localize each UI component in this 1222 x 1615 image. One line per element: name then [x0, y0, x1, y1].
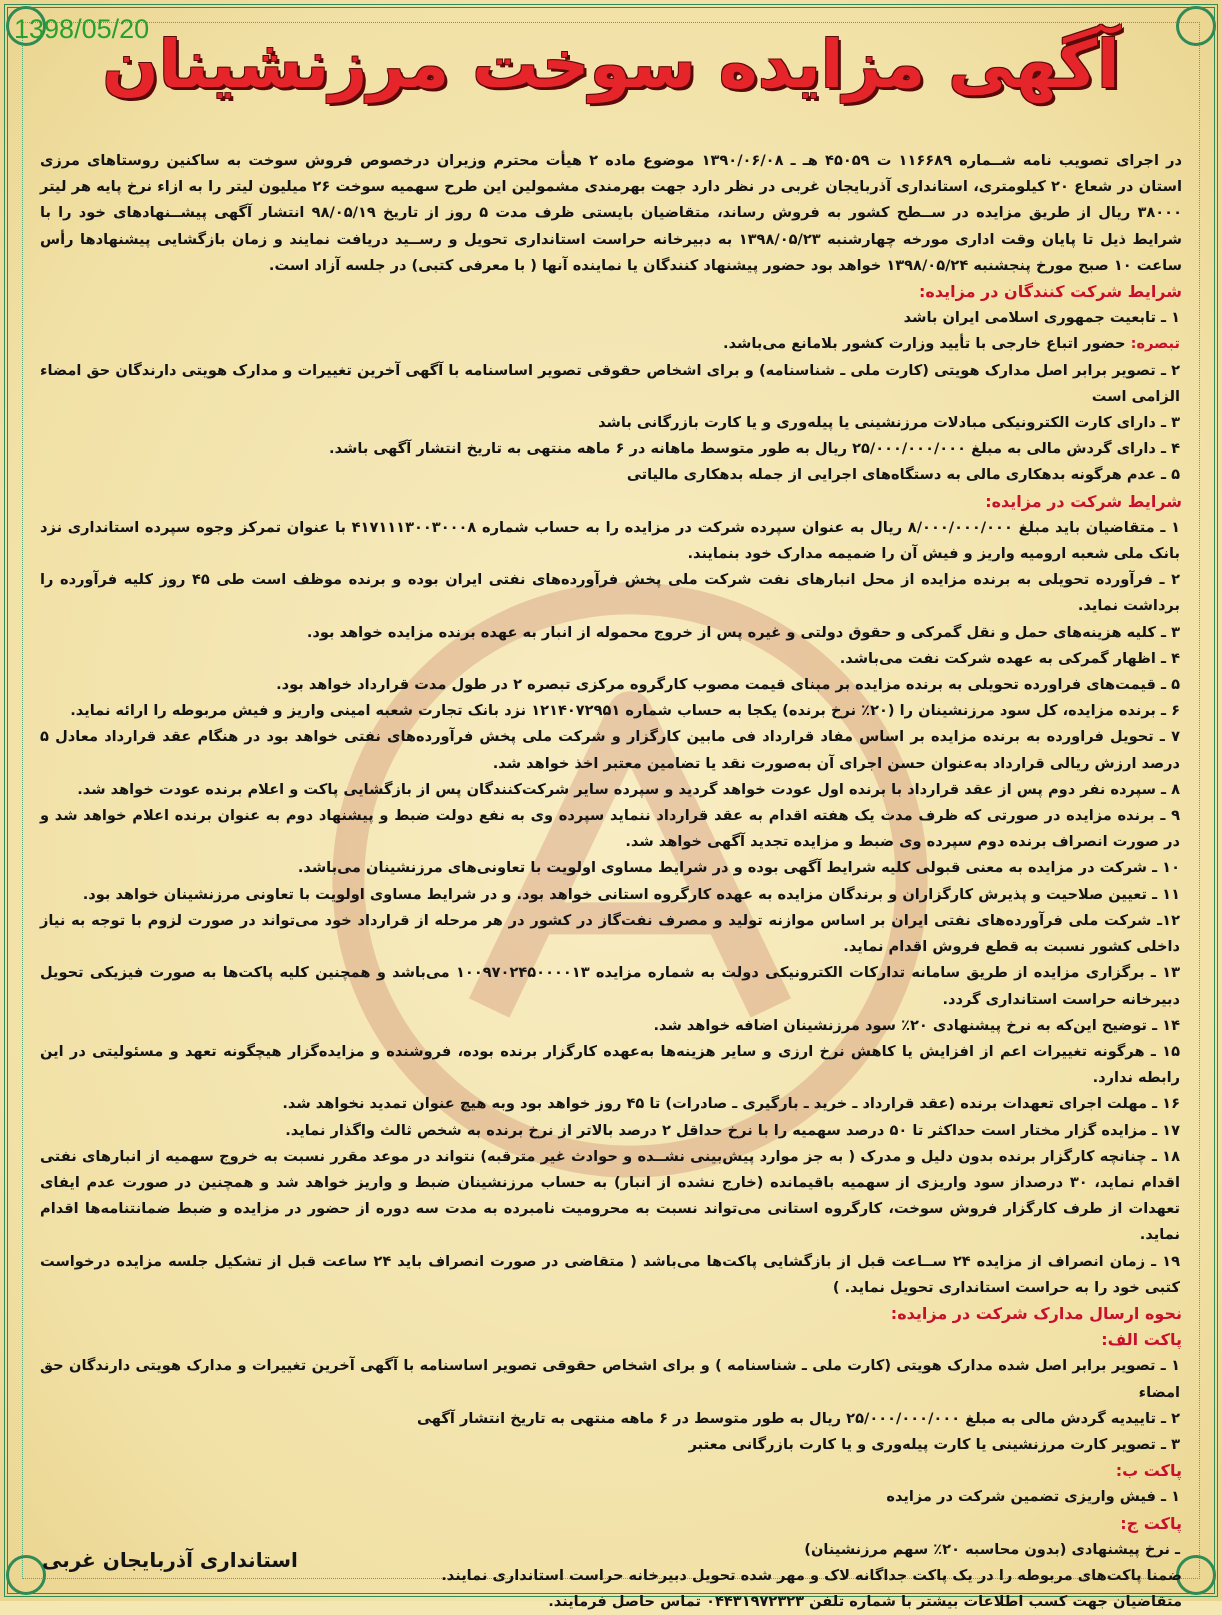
list-item: ۱۳ ـ برگزاری مزایده از طریق سامانه تدارکات الکترونیکی دولت به شماره مزایده ۱۰۰۹۷۰۲۴۵۰۰۰۰۱۳ می‌باشد و همچنین کلیه پاکت‌ها به صورت فیزیکی تحویل دبیرخانه حراست استانداری گردد. — [40, 964, 1180, 1008]
list-item: ۴ ـ اظهار گمرکی به عهده شرکت نفت می‌باشد. — [839, 649, 1180, 667]
note-text: حضور اتباع خارجی با تأیید وزارت کشور بلامانع می‌باشد. — [723, 335, 1126, 353]
list-item: ۷ ـ تحویل فراورده به برنده مزایده بر اساس مفاد قرارداد فی مابین کارگزار و شرکت ملی پخش فرآورده‌های نفتی خواهد بود در هنگام عقد قرارداد معادل ۵ درصد ارزش ریالی قرارداد به‌عنوان حسن اجرای آن به‌صورت نقد یا تضامین معتبر اخذ خواهد شد. — [40, 728, 1180, 772]
list-item: ۲ ـ تصویر برابر اصل مدارک هویتی (کارت ملی ـ شناسنامه) و برای اشخاص حقوقی تصویر اساسنامه با آگهی آخرین تغییرات و مدارک هویتی دارندگان حق امضاء الزامی است — [40, 361, 1180, 405]
list-item: ۱۵ ـ هرگونه تغییرات اعم از افزایش یا کاهش نرخ ارزی و سایر هزینه‌ها به‌عهده کارگزار برنده بوده، فروشنده و مزایده‌گزار هیچگونه تعهد و مسئولیتی در این رابطه ندارد. — [40, 1042, 1180, 1087]
list-item: ۱۰ ـ شرکت در مزایده به معنی قبولی کلیه شرایط آگهی بوده و در شرایط مساوی اولویت با تعاونی‌های مرزنشینان می‌باشد. — [297, 859, 1180, 877]
closing-line: ضمنا پاکت‌های مربوطه را در یک پاکت جداگانه لاک و مهر شده تحویل دبیرخانه حراست استانداری نمایند. — [441, 1566, 1182, 1584]
corner-ornament — [1176, 1555, 1216, 1595]
section-heading-submission: نحوه ارسال مدارک شرکت در مزایده: — [890, 1303, 1182, 1323]
list-item: ۳ ـ دارای کارت الکترونیکی مبادلات مرزنشینی یا پیله‌وری و یا کارت بازرگانی باشد — [598, 414, 1180, 432]
section-heading-participants: شرایط شرکت کنندگان در مزایده: — [919, 282, 1182, 302]
list-item: ۳ ـ تصویر کارت مرزنشینی یا کارت پیله‌وری و یا کارت بازرگانی معتبر — [688, 1435, 1180, 1453]
list-item: ۱۸ ـ چنانچه کارگزار برنده بدون دلیل و مدرک ( به جز موارد پیش‌بینی نشــده و حوادث غیر مترقبه) نتواند در موعد مقرر نسبت به خروج سهمیه از انبارهای نفتی اقدام نماید، ۳۰ درصداز سود واریزی از سهمیه باقیمانده (خارج نشده از انبار) به حساب مرزنشینان ضبط و واریز خواهد شد و همچنین در صورت عدم ایفای تعهدات از طرف کارگزار فروش سوخت، کارگروه استانی می‌تواند نسبت به محرومیت نامبرده به مدت سه دوره از حضور در مزایده و ضبط ضمانتنامه‌ها اقدام نماید. — [40, 1147, 1180, 1244]
list-item: ۵ ـ قیمت‌های فراورده تحویلی به برنده مزایده بر مبنای قیمت مصوب کارگروه مرکزی تبصره ۲ در طول مدت قرارداد خواهد بود. — [276, 676, 1180, 694]
list-item: ۱ ـ تصویر برابر اصل شده مدارک هویتی (کارت ملی ـ شناسنامه ) و برای اشخاص حقوقی تصویر اساسنامه با آگهی آخرین تغییرات و مدارک هویتی دارندگان حق امضاء — [40, 1357, 1180, 1401]
issuer-signature: استانداری آذربایجان غربی — [42, 1548, 298, 1572]
list-item: ۱۷ ـ مزایده گزار مختار است حداکثر تا ۵۰ درصد سهمیه را با نرخ حداقل ۲ درصد بالاتر از نرخ برنده به شخص ثالث واگذار نماید. — [285, 1121, 1180, 1139]
list-item: ۶ ـ برنده مزایده، کل سود مرزنشینان را (۲۰٪ نرخ برنده) یکجا به حساب شماره ۱۲۱۴۰۷۲۹۵۱ نزد بانک تجارت شعبه امینی واریز و فیش مربوطه را ارائه نماید. — [70, 702, 1180, 720]
list-item: ۸ ـ سپرده نفر دوم پس از عقد قرارداد با برنده اول عودت خواهد گردید و سپرده سایر شرکت‌کنندگان پس از بازگشایی پاکت و اعلام برنده عودت خواهد شد. — [77, 780, 1180, 798]
packet-label: پاکت الف: — [1101, 1330, 1182, 1350]
list-item: ۱۲ـ شرکت ملی فرآورده‌های نفتی ایران بر اساس موازنه تولید و مصرف نفت‌گاز در کشور در هر مرحله از قرارداد خود می‌تواند در صورت لزوم با توجه به نیاز داخلی کشور نسبت به قطع فروش اقدام نماید. — [40, 911, 1180, 956]
notice-body — [40, 148, 1182, 1615]
list-item: ۱۹ ـ زمان انصراف از مزایده ۲۴ ســاعت قبل از بازگشایی پاکت‌ها می‌باشد ( متقاضی در صورت انصراف باید ۲۴ ساعت قبل از تشکیل جلسه مزایده درخواست کتبی خود را به حراست استانداری تحویل نماید. ) — [40, 1252, 1180, 1296]
contact-line: متقاضیان جهت کسب اطلاعات بیشتر با شماره تلفن ۰۴۴۳۱۹۷۲۳۲۳ تماس حاصل فرمایند. — [548, 1593, 1182, 1611]
note-label: تبصره: — [1130, 335, 1180, 353]
note-line — [40, 331, 1182, 357]
packet-label: پاکت ج: — [1120, 1513, 1182, 1533]
list-item: ۱ ـ تابعیت جمهوری اسلامی ایران باشد — [903, 309, 1180, 327]
list-item: ۴ ـ دارای گردش مالی به مبلغ ۲۵/۰۰۰/۰۰۰/۰۰۰ ریال به طور متوسط ماهانه در ۶ ماهه منتهی به تاریخ انتشار آگهی باشد. — [329, 440, 1180, 458]
list-item: ۱ ـ متقاضیان باید مبلغ ۸/۰۰۰/۰۰۰/۰۰۰ ریال به عنوان سپرده شرکت در مزایده را به حساب شماره ۴۱۷۱۱۱۳۰۰۳۰۰۰۸ با عنوان تمرکز وجوه سپرده استانداری نزد بانک ملی شعبه ارومیه واریز و فیش آن را ضمیمه مدارک خود بنمایند. — [40, 518, 1181, 563]
list-item: ۱۱ ـ تعیین صلاحیت و پذیرش کارگزاران و برندگان مزایده به عهده کارگروه استانی خواهد بود. و در شرایط مساوی اولویت با تعاونی مرزنشینان خواهد بود. — [82, 885, 1180, 903]
list-item: ۱۶ ـ مهلت اجرای تعهدات برنده (عقد قرارداد ـ خرید ـ بارگیری ـ صادرات) تا ۴۵ روز خواهد بود وبه هیچ عنوان تمدید نخواهد شد. — [282, 1095, 1180, 1113]
date-stamp: 1398/05/20 — [14, 14, 150, 44]
packet-label: پاکت ب: — [1115, 1461, 1182, 1481]
list-item: ۱۴ ـ توضیح این‌که به نرخ پیشنهادی ۲۰٪ سود مرزنشینان اضافه خواهد شد. — [653, 1016, 1180, 1034]
list-item: ـ نرخ پیشنهادی (بدون محاسبه ۲۰٪ سهم مرزنشینان) — [804, 1540, 1180, 1558]
notice-title: آگهی مزایده سوخت مرزنشینان — [102, 26, 1120, 103]
list-item: ۲ ـ فرآورده تحویلی به برنده مزایده از محل انبارهای نفت شرکت ملی پخش فرآورده‌های نفتی ایران بوده و برنده موظف است طی ۴۵ روز کلیه فرآورده را برداشت نماید. — [40, 571, 1180, 615]
list-item: ۵ ـ عدم هرگونه بدهکاری مالی به دستگاه‌های اجرایی از جمله بدهکاری مالیاتی — [626, 466, 1180, 484]
list-item: ۹ ـ برنده مزایده در صورتی که ظرف مدت یک هفته اقدام به عقد قرارداد ننماید سپرده وی به نفع دولت ضبط و پیشنهاد دوم به عنوان برنده اعلام خواهد شد و در صورت انصراف برنده دوم سپرده وی ضبط و مزایده تجدید آگهی خواهد شد. — [40, 807, 1180, 851]
list-item: ۲ ـ تاییدیه گردش مالی به مبلغ ۲۵/۰۰۰/۰۰۰/۰۰۰ ریال به طور متوسط در ۶ ماهه منتهی به تاریخ انتشار آگهی — [417, 1409, 1180, 1427]
section-heading-conditions: شرایط شرکت در مزایده: — [985, 491, 1182, 511]
list-item: ۱ ـ فیش واریزی تضمین شرکت در مزایده — [886, 1488, 1180, 1506]
list-item: ۳ ـ کلیه هزینه‌های حمل و نقل گمرکی و حقوق دولتی و غیره پس از خروج محموله از انبار به عهده برنده مزایده خواهد بود. — [306, 623, 1180, 641]
intro-paragraph: در اجرای تصویب نامه شــماره ۱۱۶۶۸۹ ت ۴۵۰۵۹ هـ ـ ۱۳۹۰/۰۶/۰۸ موضوع ماده ۲ هیأت محترم وزیران درخصوص فروش سوخت به ساکنین روستاهای مرزی استان در شعاع ۲۰ کیلومتری، استانداری آذربایجان غربی در نظر دارد جهت بهرمندی مشمولین این طرح سهمیه سوخت ۲۶ میلیون لیتر را به ازاء نرخ پایه هر لیتر ۳۸۰۰۰ ریال از طریق مزایده در ســطح کشور به فروش رساند، متقاضیان بایستی ظرف مدت ۵ روز از تاریخ ۹۸/۰۵/۱۹ انتشار آگهی پیشــنهادهای خود را با شرایط ذیل تا پایان وقت اداری مورخه چهارشنبه ۱۳۹۸/۰۵/۲۳ به دبیرخانه حراست استانداری تحویل و رســید دریافت نمایند و زمان بازگشایی پیشنهادها رأس ساعت ۱۰ صبح مورخ پنجشنبه ۱۳۹۸/۰۵/۲۴ خواهد بود حضور پیشنهاد کنندگان یا نماینده آنها ( با معرفی کتبی) در جلسه آزاد است. — [40, 152, 1182, 274]
